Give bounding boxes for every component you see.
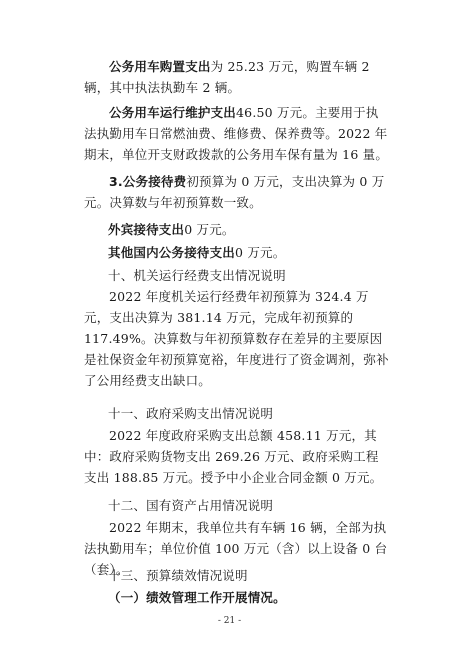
vehicle-maintenance-text: 46.50 万元。主要用于执法执勤用车日常燃油费、维修费、保养费等。2022 年期末，单位开支财政拨款的公务用车保有量为 16 量。 [84,105,389,162]
foreign-guest-label: 外宾接待支出 [108,222,185,237]
foreign-guest-text: 0 万元。 [184,222,235,237]
heading-11: 十一、政府采购支出情况说明 [108,406,274,421]
assets-text: 2022 年期末，我单位共有车辆 16 辆，全部为执法执勤用车；单位价值 100 万元（含）以上设备 0 台（套）。 [84,520,388,577]
paragraph-domestic-reception [108,243,285,261]
vehicle-purchase-text: 为 25.23 万元，购置车辆 2 辆，其中执法执勤车 2 辆。 [84,59,370,95]
paragraph-foreign-guest [108,220,235,238]
reception-text: 初预算为 0 万元，支出决算为 0 万元。决算数与年初预算数一致。 [84,174,385,210]
heading-10: 十、机关运行经费支出情况说明 [108,268,286,283]
page-number: - 21 - [217,616,242,626]
paragraph-vehicle-maintenance [84,102,389,165]
procurement-text: 2022 年度政府采购支出总额 458.11 万元，其中：政府采购货物支出 269.26 万元、政府采购工程支出 188.85 万元。授予中小企业合同金额 0 万元。 [84,428,383,485]
reception-label: 3.公务接待费 [109,174,187,189]
domestic-reception-text: 0 万元。 [235,245,286,260]
vehicle-maintenance-label: 公务用车运行维护支出 [109,105,237,120]
heading-12: 十二、国有资产占用情况说明 [108,498,274,513]
operating-expenses-text: 2022 年度机关运行经费年初预算为 324.4 万元，支出决算为 381.14 万元，完成年初预算的 117.49%。决算数与年初预算数存在差异的主要原因是社保资金年初预算宽裕，年度进行了资金调剂，弥补了公用经费支出缺口。 [84,289,389,388]
paragraph-operating-expenses [84,286,389,391]
vehicle-purchase-label: 公务用车购置支出 [109,59,211,74]
paragraph-vehicle-purchase [84,56,389,98]
paragraph-procurement [84,425,389,488]
paragraph-reception [84,171,389,213]
domestic-reception-label: 其他国内公务接待支出 [108,245,236,260]
heading-13-sub: （一）绩效管理工作开展情况。 [108,590,286,605]
heading-13: 十三、预算绩效情况说明 [108,568,248,583]
